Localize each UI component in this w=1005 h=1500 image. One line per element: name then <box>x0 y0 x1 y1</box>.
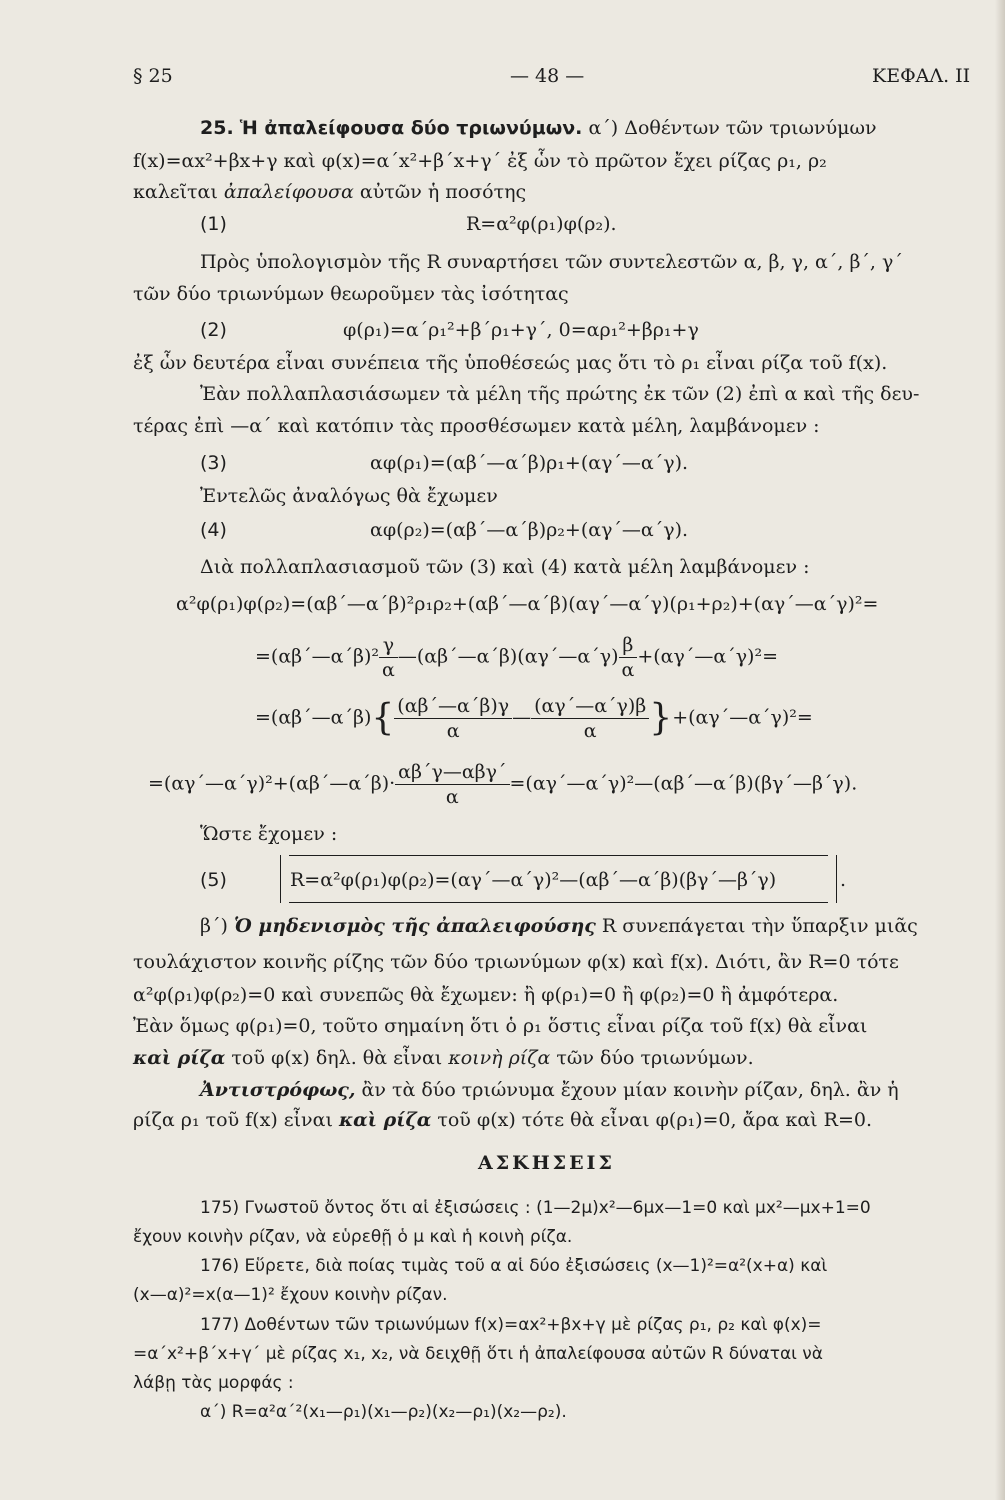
emphasis: καὶ ρίζα <box>133 1047 226 1069</box>
exercise-177-cont: λάβῃ τὰς μορφάς : <box>133 1373 294 1393</box>
equation-3: αφ(ρ₁)=(αβ΄—α΄β)ρ₁+(αγ΄—α΄γ). <box>370 452 689 474</box>
eq-part: =(αβ΄—α΄β) <box>255 706 372 729</box>
eq-part: =(αγ΄—α΄γ)²+(αβ΄—α΄β)· <box>148 772 396 795</box>
fraction <box>394 694 512 743</box>
emphasis: Ὁ μηδενισμὸς τῆς ἀπαλειφούσης <box>233 915 596 937</box>
numerator: (αβ΄—α΄β)γ <box>394 694 512 719</box>
eq-part: +(αγ΄—α΄γ)²= <box>637 645 778 668</box>
emphasis-italic: κοινὴ ρίζα <box>448 1047 551 1069</box>
eq-part: —(αβ΄—α΄β)(αγ΄—α΄γ) <box>397 645 619 668</box>
text-span: ρίζα ρ₁ τοῦ f(x) εἶναι <box>133 1109 333 1131</box>
box-top-rule <box>289 855 828 856</box>
box-bottom-rule <box>289 902 828 903</box>
eq-part: +(αγ΄—α΄γ)²= <box>672 706 813 729</box>
numerator: γ <box>379 633 398 658</box>
equation-5-boxed: R=α²φ(ρ₁)φ(ρ₂)=(αγ΄—α΄γ)²—(αβ΄—α΄β)(βγ΄—β΄γ) <box>290 869 777 891</box>
section-number: § 25 <box>133 65 173 87</box>
equation-label: (1) <box>200 213 227 235</box>
text-line: Διὰ πολλαπλασιασμοῦ τῶν (3) καὶ (4) κατὰ μέλη λαμβάνομεν : <box>200 556 810 578</box>
text-line: τουλάχιστον κοινῆς ρίζης τῶν δύο τριωνύμων φ(x) καὶ f(x). Διότι, ἂν R=0 τότε <box>133 951 899 973</box>
left-brace: { <box>371 697 395 739</box>
text-span: τοῦ φ(x) τότε θὰ εἶναι φ(ρ₁)=0, ἄρα καὶ R=0. <box>437 1109 873 1131</box>
equation-line-8 <box>148 760 857 809</box>
fraction <box>395 760 509 809</box>
denominator: α <box>446 720 460 742</box>
section-title-line <box>200 116 877 140</box>
equation-label: (2) <box>200 319 227 341</box>
text-line <box>133 1108 872 1132</box>
text-line: ἐξ ὧν δευτέρα εἶναι συνέπεια τῆς ὑποθέσεώς μας ὅτι τὸ ρ₁ εἶναι ρίζα τοῦ f(x). <box>133 352 888 374</box>
numerator: (αγ΄—α΄γ)β <box>531 694 649 719</box>
text-line <box>200 1078 899 1102</box>
equation-line-6 <box>255 633 778 682</box>
text-span: τῶν δύο τριωνύμων. <box>556 1047 754 1069</box>
exercise-176: 176) Εὕρετε, διὰ ποίας τιμὰς τοῦ α αἱ δύο ἐξισώσεις (x—1)²=α²(x+α) καὶ <box>200 1256 828 1276</box>
numerator: αβ΄γ—αβγ΄ <box>395 760 509 785</box>
section-title-number: 25. <box>200 117 234 139</box>
equation-1: R=α²φ(ρ₁)φ(ρ₂). <box>466 213 617 235</box>
fraction <box>379 633 398 682</box>
page-edge-shadow <box>995 0 1005 1500</box>
text-line: τέρας ἐπὶ —α΄ καὶ κατόπιν τὰς προσθέσωμεν κατὰ μέλη, λαμβάνομεν : <box>133 415 820 437</box>
emphasis: Ἀντιστρόφως, <box>200 1079 356 1101</box>
text-line: Ὥστε ἔχομεν : <box>200 823 338 845</box>
eq-part: =(αγ΄—α΄γ)²—(αβ΄—α΄β)(βγ΄—β΄γ). <box>509 772 858 795</box>
text-span: R συνεπάγεται τὴν ὕπαρξιν μιᾶς <box>601 915 918 937</box>
denominator: α <box>445 786 459 808</box>
text-span: καλεῖται <box>133 181 218 203</box>
part-b-label: β΄) <box>200 915 228 937</box>
equation-label: (5) <box>200 869 227 891</box>
emphasis: καὶ ρίζα <box>338 1109 432 1131</box>
exercise-177-cont: =α΄x²+β΄x+γ΄ μὲ ρίζας x₁, x₂, νὰ δειχθῇ ὅτι ἡ ἀπαλείφουσα αὐτῶν R δύναται νὰ <box>133 1344 824 1364</box>
text-span: αὐτῶν ἡ ποσότης <box>359 181 527 203</box>
text-span: τοῦ φ(x) δηλ. θὰ εἶναι <box>231 1047 443 1069</box>
equation-label: (4) <box>200 519 227 541</box>
exercise-175: 175) Γνωστοῦ ὄντος ὅτι αἱ ἐξισώσεις : (1—2μ)x²—6μx—1=0 καὶ μx²—μx+1=0 <box>200 1198 871 1218</box>
denominator: α <box>621 659 635 681</box>
text-line: f(x)=αx²+βx+γ καὶ φ(x)=α΄x²+β΄x+γ΄ ἐξ ὧν τὸ πρῶτον ἔχει ρίζας ρ₁, ρ₂ <box>133 150 827 172</box>
equation-2: φ(ρ₁)=α΄ρ₁²+β΄ρ₁+γ΄, 0=αρ₁²+βρ₁+γ <box>343 319 699 341</box>
text-span: ἂν τὰ δύο τριώνυμα ἔχουν μίαν κοινὴν ρίζαν, δηλ. ἂν ἡ <box>361 1079 899 1101</box>
right-brace: } <box>649 697 673 739</box>
equation-line-7 <box>255 694 813 743</box>
period: . <box>840 869 847 891</box>
text-line: Ἐὰν ὅμως φ(ρ₁)=0, τοῦτο σημαίνη ὅτι ὁ ρ₁ ὅστις εἶναι ρίζα τοῦ f(x) θὰ εἶναι <box>133 1015 868 1037</box>
text-line: Ἐὰν πολλαπλασιάσωμεν τὰ μέλη τῆς πρώτης ἐκ τῶν (2) ἐπὶ α καὶ τῆς δευ- <box>200 383 920 405</box>
fraction <box>531 694 649 743</box>
denominator: α <box>382 659 395 681</box>
exercise-176-cont: (x—α)²=x(α—1)² ἔχουν κοινὴν ρίζαν. <box>133 1285 448 1305</box>
term-eliminant: ἀπαλείφουσα <box>223 181 354 203</box>
text-line: τῶν δύο τριωνύμων θεωροῦμεν τὰς ἰσότητας <box>133 283 569 305</box>
part-a-intro: α΄) Δοθέντων τῶν τριωνύμων <box>588 117 877 139</box>
exercise-177-a: α΄) R=α²α΄²(x₁—ρ₁)(x₁—ρ₂)(x₂—ρ₁)(x₂—ρ₂). <box>200 1402 567 1422</box>
numerator: β <box>619 633 638 658</box>
text-line: α²φ(ρ₁)φ(ρ₂)=0 καὶ συνεπῶς θὰ ἔχωμεν: ἢ φ(ρ₁)=0 ἢ φ(ρ₂)=0 ἢ ἀμφότερα. <box>133 984 839 1006</box>
eq-part: =(αβ΄—α΄β)² <box>255 645 379 668</box>
exercise-177: 177) Δοθέντων τῶν τριωνύμων f(x)=αx²+βx+γ μὲ ρίζας ρ₁, ρ₂ καὶ φ(x)= <box>200 1315 822 1335</box>
section-title: Ἡ ἀπαλείφουσα δύο τριωνύμων. <box>239 117 583 139</box>
denominator: α <box>583 720 597 742</box>
text-line: Πρὸς ὑπολογισμὸν τῆς R συναρτήσει τῶν συντελεστῶν α, β, γ, α΄, β΄, γ΄ <box>200 251 903 273</box>
text-line <box>133 180 526 204</box>
text-line <box>133 1046 754 1070</box>
eq-part: — <box>512 706 532 729</box>
equation-4: αφ(ρ₂)=(αβ΄—α΄β)ρ₂+(αγ΄—α΄γ). <box>370 519 689 541</box>
exercise-175-cont: ἔχουν κοινὴν ρίζαν, νὰ εὑρεθῇ ὁ μ καὶ ἡ κοινὴ ρίζα. <box>133 1227 573 1247</box>
equation-product: α²φ(ρ₁)φ(ρ₂)=(αβ΄—α΄β)²ρ₁ρ₂+(αβ΄—α΄β)(αγ΄—α΄γ)(ρ₁+ρ₂)+(αγ΄—α΄γ)²= <box>176 593 879 615</box>
fraction <box>619 633 638 682</box>
equation-label: (3) <box>200 452 227 474</box>
text-line <box>200 914 918 938</box>
page-number: — 48 — <box>510 65 585 87</box>
exercises-heading: ΑΣΚΗΣΕΙΣ <box>478 1152 615 1174</box>
chapter-label: ΚΕΦΑΛ. II <box>872 65 971 87</box>
text-line: Ἐντελῶς ἀναλόγως θὰ ἔχωμεν <box>200 485 498 507</box>
